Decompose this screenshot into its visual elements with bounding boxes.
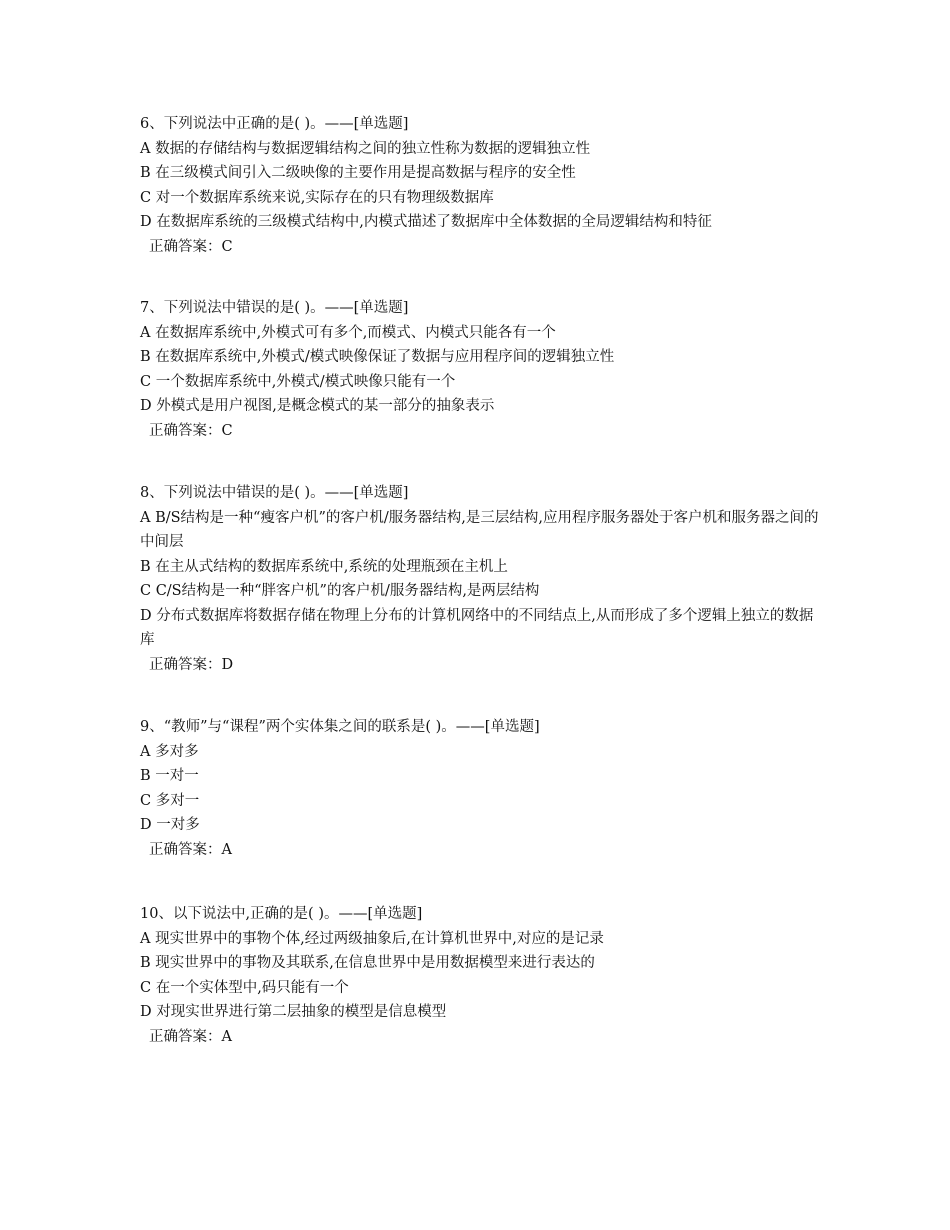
question-title: 7、下列说法中错误的是( )。——[单选题] [140,300,409,316]
option-c: C 一个数据库系统中,外模式/模式映像只能有一个 [140,373,456,390]
option-c: C C/S结构是一种“胖客户机”的客户机/服务器结构,是两层结构 [140,583,540,599]
option-d: D 外模式是用户视图,是概念模式的某一部分的抽象表示 [140,398,495,414]
correct-answer: 正确答案：D [149,656,234,673]
correct-answer: 正确答案：A [149,1028,232,1045]
option-b: B 在主从式结构的数据库系统中,系统的处理瓶颈在主机上 [140,558,508,575]
option-c: C 对一个数据库系统来说,实际存在的只有物理级数据库 [140,189,494,206]
question-8 [140,481,820,677]
correct-answer: 正确答案：A [149,841,232,858]
option-a: A 在数据库系统中,外模式可有多个,而模式、内模式只能各有一个 [140,324,556,341]
correct-answer: 正确答案：C [149,422,233,439]
question-title: 6、下列说法中正确的是( )。——[单选题] [140,116,409,132]
option-b: B 一对一 [140,768,199,784]
option-a: A 现实世界中的事物个体,经过两级抽象后,在计算机世界中,对应的是记录 [140,930,604,947]
option-c: C 多对一 [140,792,200,809]
question-title: 9、“教师”与“课程”两个实体集之间的联系是( )。——[单选题] [140,719,540,735]
option-d: D 分布式数据库将数据存储在物理上分布的计算机网络中的不同结点上,从而形成了多个逻辑上独立的数据库 [140,607,814,648]
option-d: D 在数据库系统的三级模式结构中,内模式描述了数据库中全体数据的全局逻辑结构和特征 [140,214,712,230]
question-title: 8、下列说法中错误的是( )。——[单选题] [140,485,409,501]
option-b: B 在数据库系统中,外模式/模式映像保证了数据与应用程序间的逻辑独立性 [140,349,615,365]
question-title: 10、以下说法中,正确的是( )。——[单选题] [140,906,423,922]
question-6 [140,112,820,259]
correct-answer: 正确答案：C [149,238,233,255]
option-d: D 一对多 [140,817,200,833]
option-b: B 在三级模式间引入二级映像的主要作用是提高数据与程序的安全性 [140,165,576,181]
option-a: A 数据的存储结构与数据逻辑结构之间的独立性称为数据的逻辑独立性 [140,140,591,157]
question-10 [140,902,820,1049]
question-9 [140,715,820,862]
option-a: A 多对多 [140,743,199,760]
option-b: B 现实世界中的事物及其联系,在信息世界中是用数据模型来进行表达的 [140,955,595,971]
option-c: C 在一个实体型中,码只能有一个 [140,979,349,996]
option-a: A B/S结构是一种“瘦客户机”的客户机/服务器结构,是三层结构,应用程序服务器处于客户机和服务器之间的中间层 [140,509,819,550]
question-7 [140,296,820,443]
option-d: D 对现实世界进行第二层抽象的模型是信息模型 [140,1004,447,1020]
